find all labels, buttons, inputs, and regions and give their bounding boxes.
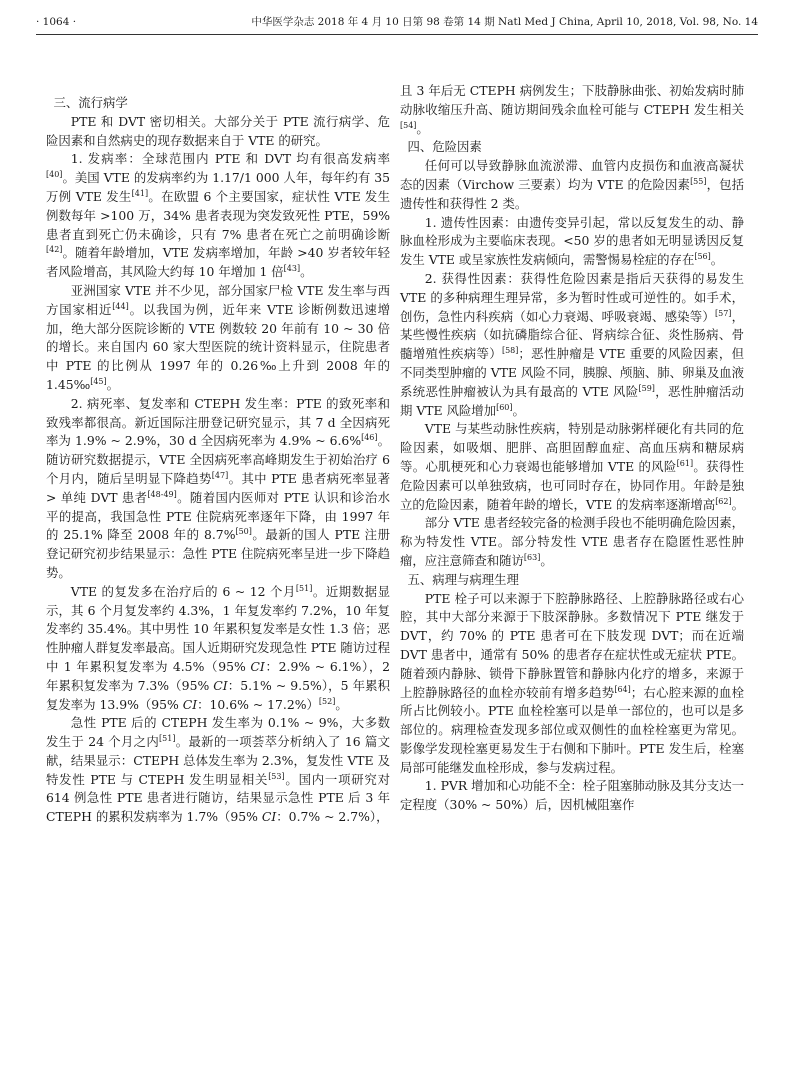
- paragraph: 任何可以导致静脉血流淤滞、血管内皮损伤和血液高凝状态的因素（Virchow 三要素）均为 VTE 的危险因素[55]，包括遗传性和获得性 2 类。: [400, 158, 744, 211]
- section-heading-epidemiology: 三、流行病学: [53, 95, 128, 110]
- citation: [63]: [523, 552, 541, 562]
- paragraph: 部分 VTE 患者经较完备的检测手段也不能明确危险因素，称为特发性 VTE。部分特发性 VTE 患者存在隐匿性恶性肿瘤，应注意筛查和随访[63]。: [400, 515, 744, 568]
- citation: [59]: [638, 383, 655, 393]
- paragraph: 2. 病死率、复发率和 CTEPH 发生率：PTE 的致死率和致残率都很高。新近国际注册登记研究显示，其 7 d 全因病死率为 1.9% ~ 2.9%，30 d 全因病死率为 4.9% ~ 6.6%[46]。随访研究数据提示，VTE 全因病死率高峰期发生于初始治疗 6 个月内，随后呈明显下降趋势[47]。其中 PTE 患者病死率显著 > 单纯 DVT 患者[48-49]。随着国内医师对 PTE 认识和诊治水平的提高，我国急性 PTE 住院病死率逐年下降，由 1997 年的 25.1% 降至 2008 年的 8.7%[50]。最新的国人 PTE 注册登记研究初步结果显示：急性 PTE 住院病死率呈进一步下降趋势。: [46, 395, 390, 580]
- paragraph: VTE 与某些动脉性疾病，特别是动脉粥样硬化有共同的危险因素，如吸烟、肥胖、高胆固醇血症、高血压病和糖尿病等。心肌梗死和心力衰竭也能够增加 VTE 的风险[61]。获得性危险因素可以单独致病，也可同时存在，协同作用。年龄是独立的危险因素，随着年龄的增长，VTE 的发病率逐渐增高[62]。: [400, 421, 745, 512]
- citation: [46]: [361, 433, 378, 443]
- citation: [58]: [501, 346, 519, 356]
- citation: [47]: [211, 470, 229, 480]
- citation: [51]: [159, 733, 176, 743]
- paragraph: PTE 栓子可以来源于下腔静脉路径、上腔静脉路径或右心腔，其中大部分来源于下肢深静脉。多数情况下 PTE 继发于 DVT，约 70% 的 PTE 患者可在下肢发现 DVT；而在近端 DVT 患者中，通常有 50% 的患者存在症状性或无症状 PTE。随着颈内静脉、锁骨下静脉置管和静脉内化疗的增多，来源于上腔静脉路径的血栓亦较前有增多趋势[64]；右心腔来源的血栓所占比例较小。PTE 血栓栓塞可以是单一部位的，也可以是多部位的。病理检查发现多部位或双侧性的血栓栓塞更为常见。影像学发现栓塞更易发生于右侧和下肺叶。PTE 发生后，栓塞局部可能继发血栓形成，参与发病过程。: [400, 590, 745, 775]
- paragraph: 1. 发病率：全球范围内 PTE 和 DVT 均有很高发病率[40]。美国 VTE 的发病率约为 1.17/1 000 人年，每年约有 35 万例 VTE 发生[41]。在欧盟 6 个主要国家，症状性 VTE 发生例数每年 >100 万，34% 患者表现为突发致死性 PTE，59% 患者直到死亡仍未确诊，只有 7% 患者在死亡之前明确诊断[42]。随着年龄增加，VTE 发病率增加，年龄 >40 岁者较年轻者风险增高，其风险大约每 10 年增加 1 倍[43]。: [46, 151, 390, 280]
- paragraph: VTE 的复发多在治疗后的 6 ~ 12 个月[51]。近期数据显示，其 6 个月复发率约 4.3%，1 年复发率约 7.2%，10 年复发率约 35.4%。其中男性 10 年累积复发率是女性 1.3 倍；恶性肿瘤人群复发率最高。国人近期研究发现急性 PTE 随访过程中 1 年累积复发率为 4.5%（95% CI：2.9% ~ 6.1%），2 年累积复发率为 7.3%（95% CI：5.1% ~ 9.5%），5 年累积复发率为 13.9%（95% CI：10.6% ~ 17.2%）[52]。: [46, 583, 391, 712]
- paragraph: 急性 PTE 后的 CTEPH 发生率为 0.1% ~ 9%，大多数发生于 24 个月之内[51]。最新的一项荟萃分析纳入了 16 篇文献，结果显示：CTEPH 总体发生率为 2.3%，复发性 VTE 及特发性 PTE 与 CTEPH 发生明显相关[53]。国内一项研究对 614 例急性 PTE 患者进行随访，结果显示急性 PTE 后 3 年 CTEPH 的累积发病率为 1.7%（95% CI：0.7% ~ 2.7%），: [46, 715, 390, 825]
- citation: [54]: [400, 120, 417, 130]
- citation: [60]: [496, 402, 513, 412]
- citation: [50]: [235, 527, 252, 537]
- paragraph: 1. PVR 增加和心功能不全：栓子阻塞肺动脉及其分支达一定程度（30% ~ 50%）后，因机械阻塞作: [400, 778, 744, 813]
- citation: [40]: [46, 170, 63, 180]
- left-column: [46, 94, 390, 827]
- paragraph: 1. 遗传性因素：由遗传变异引起，常以反复发生的动、静脉血栓形成为主要临床表现。<50 岁的患者如无明显诱因反复发生 VTE 或呈家族性发病倾向，需警惕易栓症的存在[56]。: [400, 214, 744, 268]
- right-column: [400, 82, 744, 815]
- citation: [62]: [715, 496, 732, 506]
- citation: [41]: [131, 188, 149, 198]
- page-header: [36, 10, 758, 35]
- citation: [53]: [268, 771, 285, 781]
- citation: [43]: [283, 264, 301, 274]
- page-number: · 1064 ·: [36, 16, 77, 28]
- citation: [51]: [295, 583, 313, 593]
- section-heading-pathology: 五、病理与病理生理: [407, 571, 519, 587]
- citation: [61]: [676, 458, 694, 468]
- journal-info: 中华医学杂志 2018 年 4 月 10 日第 98 卷第 14 期 Natl Med J China, April 10, 2018, Vol. 98, No. 14: [251, 16, 758, 28]
- citation: [56]: [694, 252, 711, 262]
- citation: [57]: [714, 308, 732, 318]
- section-heading-risk-factors: 四、危险因素: [407, 139, 482, 155]
- citation: [55]: [690, 176, 707, 186]
- citation: [44]: [112, 301, 129, 311]
- citation: [48-49]: [147, 489, 177, 499]
- citation: [45]: [90, 376, 107, 386]
- citation: [42]: [46, 245, 63, 255]
- paragraph: 2. 获得性因素：获得性危险因素是指后天获得的易发生 VTE 的多种病理生理异常，多为暂时性或可逆性的。如手术，创伤，急性内科疾病（如心力衰竭、呼吸衰竭、感染等）[57]，某些慢性疾病（如抗磷脂综合征、肾病综合征、炎性肠病、骨髓增殖性疾病等）[58]；恶性肿瘤是 VTE 重要的风险因素，但不同类型肿瘤的 VTE 风险不同，胰腺、颅脑、肺、卵巢及血液系统恶性肿瘤被认为具有最高的 VTE 风险[59]，恶性肿瘤活动期 VTE 风险增加[60]。: [400, 270, 745, 418]
- paragraph: PTE 和 DVT 密切相关。大部分关于 PTE 流行病学、危险因素和自然病史的现存数据来自于 VTE 的研究。: [46, 113, 390, 148]
- paragraph: 亚洲国家 VTE 并不少见，部分国家尸检 VTE 发生率与西方国家相近[44]。以我国为例，近年来 VTE 诊断例数迅速增加，绝大部分医院诊断的 VTE 例数较 20 年前有 10 ~ 30 倍的增长。来自国内 60 家大型医院的统计资料显示，住院患者中 PTE 的比例从 1997 年的 0.26‰上升到 2008 年的 1.45‰[45]。: [46, 282, 390, 392]
- citation: [64]: [614, 684, 631, 694]
- citation: [52]: [318, 696, 336, 706]
- paragraph: 且 3 年后无 CTEPH 病例发生；下肢静脉曲张、初始发病时肺动脉收缩压升高、随访期间残余血栓可能与 CTEPH 发生相关[54]。: [400, 83, 744, 136]
